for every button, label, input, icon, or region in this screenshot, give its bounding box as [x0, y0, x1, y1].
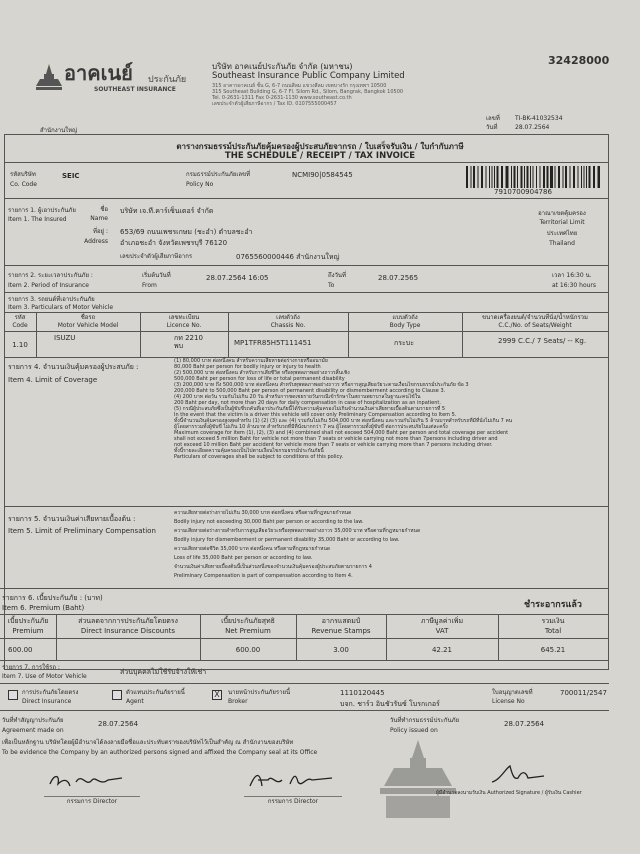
barcode-bar [540, 166, 541, 188]
broker-label-thai: นายหน้าประกันภัยรายนี้ [228, 689, 291, 696]
director-1-caption [44, 798, 140, 805]
license-label-english: License No [492, 698, 525, 705]
barcode-bar [558, 166, 560, 188]
divider [0, 710, 609, 711]
license-value: 700011/2547 [560, 689, 607, 697]
use-label-english: Item 7. Use of Motor Vehicle [2, 673, 87, 680]
policy-issued-date: 28.07.2564 [504, 720, 545, 728]
divider [4, 312, 609, 313]
vehicle-licence: กท 2210 พบ [174, 334, 203, 350]
period-label-thai: รายการ 2. ระยะเวลาประกันภัย : [8, 272, 93, 279]
preliminary-label-thai: รายการ 5. จำนวนเงินค่าเสียหายเบื้องต้น : [8, 515, 136, 523]
vehicle-model: ISUZU [54, 334, 76, 342]
barcode-bar [521, 166, 523, 188]
coverage-line: ผู้โดยสารรวมทั้งผู้ขับขี่ ไม่เกิน 10 ล้านบาท สำหรับรถที่มีที่นั่งมากกว่า 7 คน ผู้โดยสารรวมทั้งผู้ขับขี่ ต่อการประสบภัยในแต่ละครั้ง [174, 424, 448, 430]
premium-header-premium-english: Premium [12, 627, 44, 635]
vehicle-code: 1.10 [12, 341, 28, 349]
address-label-thai: ที่อยู่ : [92, 228, 108, 235]
coverage-line: (1) 80,000 บาท ต่อหนึ่งคน สำหรับความเสียหายต่อร่างกายหรืออนามัย [174, 358, 328, 364]
company-address-1: 315 อาคารอาคเนย์ ชั้น G, 6-7 ถนนสีลม แขวงสีลม เขตบางรัก กรุงเทพฯ 10500 [212, 83, 387, 89]
logo-subtext-thai: ประกันภัย [148, 75, 187, 85]
preliminary-line: ความเสียหายต่อร่างกายไม่เกิน 30,000 บาท ต่อหนึ่งคน หรือตามที่กฎหมายกำหนด [174, 510, 352, 516]
preliminary-line: จำนวนเงินค่าเสียหายเบื้องต้นนี้เป็นส่วนหนึ่งของจำนวนเงินคุ้มครองผู้ประสบภัยตามรายการ 4 [174, 564, 372, 570]
barcode-bar [570, 166, 571, 188]
company-code: SEIC [62, 172, 80, 180]
premium-value: 600.00 [8, 646, 33, 654]
coverage-line: (3) 200,000 บาท ถึง 500,000 บาท ต่อหนึ่งคน สำหรับทุพพลภาพอย่างถาวร หรือการสูญเสียอวัยวะตามเงื่อนไขกรมธรรม์ประกันภัย ข้อ 3 [174, 382, 469, 388]
logo-subtext-english: SOUTHEAST INSURANCE [94, 86, 176, 93]
company-name-english: Southeast Insurance Public Company Limited [212, 71, 405, 81]
coverage-label-thai: รายการ 4. จำนวนเงินคุ้มครองผู้ประสบภัย : [8, 363, 139, 371]
logo-text-thai: อาคเนย์ [64, 61, 133, 85]
broker-label-english: Broker [228, 698, 248, 705]
period-from-value: 28.07.2564 16:05 [206, 274, 269, 282]
stamp-duty-paid-note: ชำระอากรแล้ว [524, 600, 582, 610]
barcode-bar [511, 166, 512, 188]
invoice-date: 28.07.2564 [515, 124, 550, 131]
period-time-english: at 16:30 hours [552, 282, 597, 289]
premium-header-discount-thai: ส่วนลดจากการประกันภัยโดยตรง [78, 617, 178, 625]
vehicle-label-english: Item 3. Particulars of Motor Vehicle [8, 304, 114, 311]
invoice-number: TI-BK-41032534 [515, 115, 563, 122]
barcode-bar [473, 166, 475, 188]
temple-logo-icon [36, 64, 62, 92]
coverage-text [174, 358, 606, 460]
agreement-date: 28.07.2564 [98, 720, 139, 728]
premium-header-total-thai: รวมเงิน [541, 617, 565, 625]
coverage-label-english: Item 4. Limit of Coverage [8, 376, 98, 384]
company-code-label-english: Co. Code [10, 181, 37, 188]
director-2-caption [244, 798, 342, 805]
barcode-bar [533, 166, 534, 188]
barcode-bar [589, 166, 591, 188]
vehicle-label-thai: รายการ 3. รถยนต์ที่เอาประกันภัย [8, 296, 95, 303]
policy-issued-label-english: Policy issued on [390, 727, 438, 734]
preliminary-line: Preliminary Compensation is part of compensation according to Item 4. [174, 573, 353, 579]
barcode-bar [524, 166, 525, 188]
barcode-bar [494, 166, 495, 188]
authorized-signature [488, 760, 548, 786]
coverage-line: (2) 500,000 บาท ต่อหนึ่งคน สำหรับการเสียชีวิต หรือทุพพลภาพอย่างถาวรสิ้นเชิง [174, 370, 350, 376]
insured-label-thai: รายการ 1. ผู้เอาประกันภัย [8, 207, 76, 214]
coverage-line: 200,000 Baht to 500,000 Baht per person of permanent disability or dismemberment according to Clause 3. [174, 388, 446, 394]
preliminary-text [174, 509, 606, 581]
coverage-line: 200 Baht per day, not more than 20 days for daily compensation in case of hospitalization as an inpatient. [174, 400, 441, 406]
divider [4, 162, 609, 163]
premium-header-net-thai: เบี้ยประกันภัยสุทธิ [221, 617, 275, 625]
preliminary-line: Bodily injury for dismemberment or permanent disability 35,000 Baht or according to law. [174, 537, 400, 543]
preliminary-line: Bodily injury not exceeding 30,000 Baht per person or according to the law. [174, 519, 364, 525]
territory-label-english: Territorial Limit [539, 219, 585, 226]
document-title-english: THE SCHEDULE / RECEIPT / TAX INVOICE [224, 151, 416, 161]
policy-number: NCMI90|0584545 [292, 171, 353, 179]
divider [4, 331, 609, 332]
vehicle-header-body-english: Body Type [389, 322, 421, 329]
territory-value-thai: ประเทศไทย [546, 230, 578, 237]
document-title-thai: ตารางกรมธรรม์ประกันภัยคุ้มครองผู้ประสบภัยจากรถ / ใบเสร็จรับเงิน / ใบกำกับภาษี [176, 142, 464, 151]
barcode-icon [464, 166, 600, 188]
insured-label-english: Item 1. The Insured [8, 216, 67, 223]
company-address-3: Tel. 0-2631-1311 Fax 0-2631-1130 www.southeast.co.th [212, 95, 352, 101]
use-label-thai: รายการ 7. การใช้รถ : [2, 664, 60, 671]
barcode-bar [573, 166, 575, 188]
period-label-english: Item 2. Period of Insurance [8, 282, 89, 289]
divider [0, 588, 609, 589]
company-name-thai: บริษัท อาคเนย์ประกันภัย จำกัด (มหาชน) [212, 62, 353, 71]
director-1-label-english: Director [93, 798, 118, 805]
use-value: ส่วนบุคคลไม่ใช้รับจ้างให้เช่า [120, 668, 207, 676]
agreement-label-english: Agreement made on [2, 727, 64, 734]
coverage-line: Maximum coverage for item (1), (2), (3) and (4) combined shall not exceed 504,000 Baht per person and total coverage per accident [174, 430, 509, 436]
premium-header-stamps-thai: อากรแสตมป์ [321, 617, 361, 625]
vehicle-header-licence-thai: เลขทะเบียน [168, 314, 200, 321]
insured-address-line-2: อำเภอชะอำ จังหวัดเพชรบุรี 76120 [120, 239, 228, 247]
barcode-bar [501, 166, 503, 188]
tax-id-label: เลขประจำตัวผู้เสียภาษีอากร [120, 253, 193, 260]
period-time-thai: เวลา 16:30 น. [552, 272, 592, 279]
name-label-thai: ชื่อ [100, 206, 108, 213]
policy-issued-label-thai: วันที่ทำกรมธรรม์ประกันภัย [390, 717, 460, 724]
invoice-number-label: เลขที่ [486, 115, 500, 122]
coverage-line: In the event that the victim is a driver this vehicle will cover only Preliminary Compensation according to Item 5. [174, 412, 457, 418]
barcode-bar [471, 166, 472, 188]
agent-label-thai: ตัวแทนประกันภัยรายนี้ [126, 689, 185, 696]
director-2-label-thai: กรรมการ [267, 798, 293, 805]
coverage-line: ทั้งนี้จำนวนเงินคุ้มครองสูงสุดสำหรับ (1) (2) (3) และ (4) รวมกันไม่เกิน 504,000 บาท ต่อหนึ่งคน และรวมกันไม่เกิน 5 ล้านบาทสำหรับรถที่มีที่นั่งไม่เกิน 7 คน [174, 418, 513, 424]
divider [4, 292, 609, 293]
period-from-label-english: From [142, 282, 157, 289]
evidence-statement-thai: เพื่อเป็นหลักฐาน บริษัทโดยผู้มีอำนาจได้ลงลายมือชื่อและประทับตราของบริษัทไว้เป็นสำคัญ ณ สำนักงานของบริษัท [2, 739, 294, 746]
barcode-bar [598, 166, 601, 188]
premium-header-stamps-english: Revenue Stamps [311, 627, 371, 635]
territory-value-english: Thailand [549, 240, 575, 247]
vehicle-header-chassis-thai: เลขตัวถัง [276, 314, 300, 321]
barcode-bar [492, 166, 493, 188]
barcode-bar [517, 166, 518, 188]
company-code-label-thai: รหัสบริษัท [10, 171, 36, 178]
coverage-line: (4) 200 บาท ต่อวัน รวมกันไม่เกิน 20 วัน สำหรับการชดเชยรายวันกรณีเข้ารักษาในสถานพยาบาลในฐานะคนไข้ใน [174, 394, 421, 400]
premium-header-total-english: Total [544, 627, 562, 635]
barcode-bar [527, 166, 529, 188]
policy-number-label-english: Policy No [186, 181, 214, 188]
direct-insurance-label-thai: การประกันภัยโดยตรง [22, 689, 79, 696]
address-label-english: Address [84, 238, 108, 245]
vehicle-header-chassis-english: Chassis No. [270, 322, 306, 329]
document-number: 32428000 [548, 54, 610, 67]
net-premium-value: 600.00 [235, 646, 261, 654]
company-address-2: 315 Southeast Building G, 6-7 Fl. Silom Rd., Silom, Bangrak, Bangkok 10500 [212, 89, 404, 95]
name-label-english: Name [90, 215, 108, 222]
director-1-signature [46, 768, 126, 792]
premium-label-english: Item 6. Premium (Baht) [2, 604, 85, 612]
vehicle-body-type: กระบะ [394, 339, 414, 347]
barcode-bar [550, 166, 553, 188]
barcode-bar [563, 166, 564, 188]
agent-checkbox[interactable] [112, 690, 122, 700]
vehicle-chassis: MP1TFR85H5T111451 [234, 339, 312, 347]
preliminary-line: ความเสียหายต่อชีวิต 35,000 บาท ต่อหนึ่งคน หรือตามที่กฎหมายกำหนด [174, 546, 331, 552]
coverage-line: 80,000 Baht per person for bodily injury or injury to health [174, 364, 321, 370]
coverage-line: (5) กรณีผู้ประสบภัยซึ่งเป็นผู้ขับขี่รถคันที่เอาประกันภัยนี้ได้รับความคุ้มครองไม่เกินจำนวนเงินค่าเสียหายเบื้องต้นตามรายการที่ 5 [174, 406, 446, 412]
barcode-number: 7910700904786 [494, 188, 552, 196]
barcode-bar [547, 166, 549, 188]
territory-label-thai: อาณาเขตคุ้มครอง [538, 210, 586, 217]
barcode-bar [584, 166, 585, 188]
divider [0, 614, 609, 615]
vehicle-spec: 2999 C.C./ 7 Seats/ -- Kg. [498, 337, 587, 345]
barcode-bar [593, 166, 595, 188]
insured-address-line-1: 653/69 ถนนเพชรเกษม (ชะอำ) ตำบลชะอำ [120, 228, 253, 236]
license-label-thai: ใบอนุญาตเลขที่ [492, 689, 533, 696]
coverage-line: shall not exceed 5 million Baht for vehicle not more than 7 seats or vehicle carrying not more than 7persons including driver and [174, 436, 498, 442]
preliminary-line: Loss of life 35,000 Baht per person or according to law. [174, 555, 313, 561]
divider [0, 638, 609, 639]
premium-header-net-english: Net Premium [225, 627, 271, 635]
agent-label-english: Agent [126, 698, 144, 705]
signature-line [244, 796, 342, 797]
broker-code: 1110120445 [340, 689, 385, 697]
preliminary-line: ความเสียหายต่อร่างกายสำหรับการสูญเสียอวัยวะหรือทุพพลภาพอย่างถาวร 35,000 บาท หรือตามที่กฎหมายกำหนด [174, 528, 421, 534]
evidence-statement-english: To be evidence the Company by an authorized persons signed and affixed the Company seal at its Office [2, 749, 318, 756]
barcode-bar [565, 166, 567, 188]
branch-label: สำนักงานใหญ่ [40, 127, 78, 134]
barcode-bar [486, 166, 487, 188]
company-logo [36, 62, 206, 96]
period-to-value: 28.07.2565 [378, 274, 419, 282]
divider [4, 506, 609, 507]
preliminary-label-english: Item 5. Limit of Preliminary Compensation [8, 527, 156, 535]
coverage-line: not exceed 10 million Baht per accident for vehicle more than 7 seats or vehicle carrying more than 7 persons including driver. [174, 442, 493, 448]
barcode-bar [530, 166, 531, 188]
direct-insurance-label-english: Direct Insurance [22, 698, 72, 705]
barcode-bar [497, 166, 499, 188]
revenue-stamps-value: 3.00 [333, 646, 349, 654]
policy-number-label-thai: กรมธรรม์ประกันภัยเลขที่ [186, 171, 251, 178]
vehicle-header-code-english: Code [12, 322, 28, 329]
coverage-line: ทั้งนี้รายละเอียดความคุ้มครองเป็นไปตามเงื่อนไขกรมธรรม์ประกันภัยนี้ [174, 448, 324, 454]
barcode-bar [543, 166, 545, 188]
broker-name: บจก. ชาร์ว อินชัวรันซ์ โบรกเกอร์ [340, 700, 440, 708]
premium-header-vat-english: VAT [435, 627, 449, 635]
agreement-label-thai: วันที่ทำสัญญาประกันภัย [2, 717, 64, 724]
barcode-bar [489, 166, 490, 188]
insured-name: บริษัท เจ.ที.คาร์เซ็นเตอร์ จำกัด [120, 207, 214, 215]
total-value: 645.21 [540, 646, 566, 654]
coverage-line: 500,000 Baht per person for loss of life or total permanent disability [174, 376, 345, 382]
coverage-line: Particulars of coverages shall be subject to conditions of this policy. [174, 454, 344, 460]
company-address-4: เลขประจำตัวผู้เสียภาษีอากร / Tax ID. 0107555000457 [212, 101, 337, 107]
divider [0, 660, 609, 661]
barcode-bar [555, 166, 556, 188]
signature-line [44, 796, 140, 797]
broker-checkbox[interactable] [212, 690, 222, 700]
director-1-label-thai: กรรมการ [66, 798, 92, 805]
barcode-bar [514, 166, 516, 188]
barcode-bar [578, 166, 579, 188]
barcode-bar [536, 166, 537, 188]
vehicle-header-model-thai: ชื่อรถ [80, 314, 96, 321]
period-to-label-english: To [328, 282, 335, 289]
premium-label-thai: รายการ 6. เบี้ยประกันภัย : (บาท) [2, 594, 103, 602]
authorized-signature-caption: ผู้มีอำนาจลงนามรับเงิน Authorized Signature / ผู้รับเงิน Cashier [436, 790, 582, 796]
director-2-signature [246, 768, 336, 792]
company-seal-watermark [370, 738, 466, 822]
vehicle-header-spec-thai: ขนาดเครื่องยนต์/จำนวนที่นั่ง/น้ำหนักรวม [482, 314, 588, 321]
vehicle-header-model-english: Motor Vehicle Model [57, 322, 119, 329]
premium-header-premium-thai: เบี้ยประกันภัย [7, 617, 49, 625]
barcode-bar [586, 166, 587, 188]
vehicle-header-body-thai: แบบตัวถัง [392, 314, 418, 321]
premium-header-vat-thai: ภาษีมูลค่าเพิ่ม [420, 617, 464, 625]
vehicle-header-spec-english: C.C./No. of Seats/Weight [498, 322, 572, 329]
director-2-label-english: Director [294, 798, 319, 805]
vehicle-header-licence-english: Licence No. [166, 322, 202, 329]
premium-header-discount-english: Direct Insurance Discounts [80, 627, 176, 635]
period-to-label-thai: ถึงวันที่ [328, 272, 346, 279]
invoice-date-label: วันที่ [486, 124, 498, 131]
barcode-bar [481, 166, 483, 188]
vehicle-header-code-thai: รหัส [14, 314, 26, 321]
period-from-label-thai: เริ่มต้นวันที่ [142, 272, 171, 279]
direct-insurance-checkbox[interactable] [8, 690, 18, 700]
barcode-bar [466, 166, 468, 188]
tax-id-value: 0765560000446 สำนักงานใหญ่ [236, 253, 340, 261]
barcode-bar [478, 166, 479, 188]
checkmark-x-icon: X [214, 690, 220, 699]
divider [4, 198, 609, 199]
barcode-bar [506, 166, 509, 188]
divider [4, 265, 609, 266]
barcode-bar [581, 166, 582, 188]
vat-value: 42.21 [431, 646, 453, 654]
divider [0, 683, 609, 684]
